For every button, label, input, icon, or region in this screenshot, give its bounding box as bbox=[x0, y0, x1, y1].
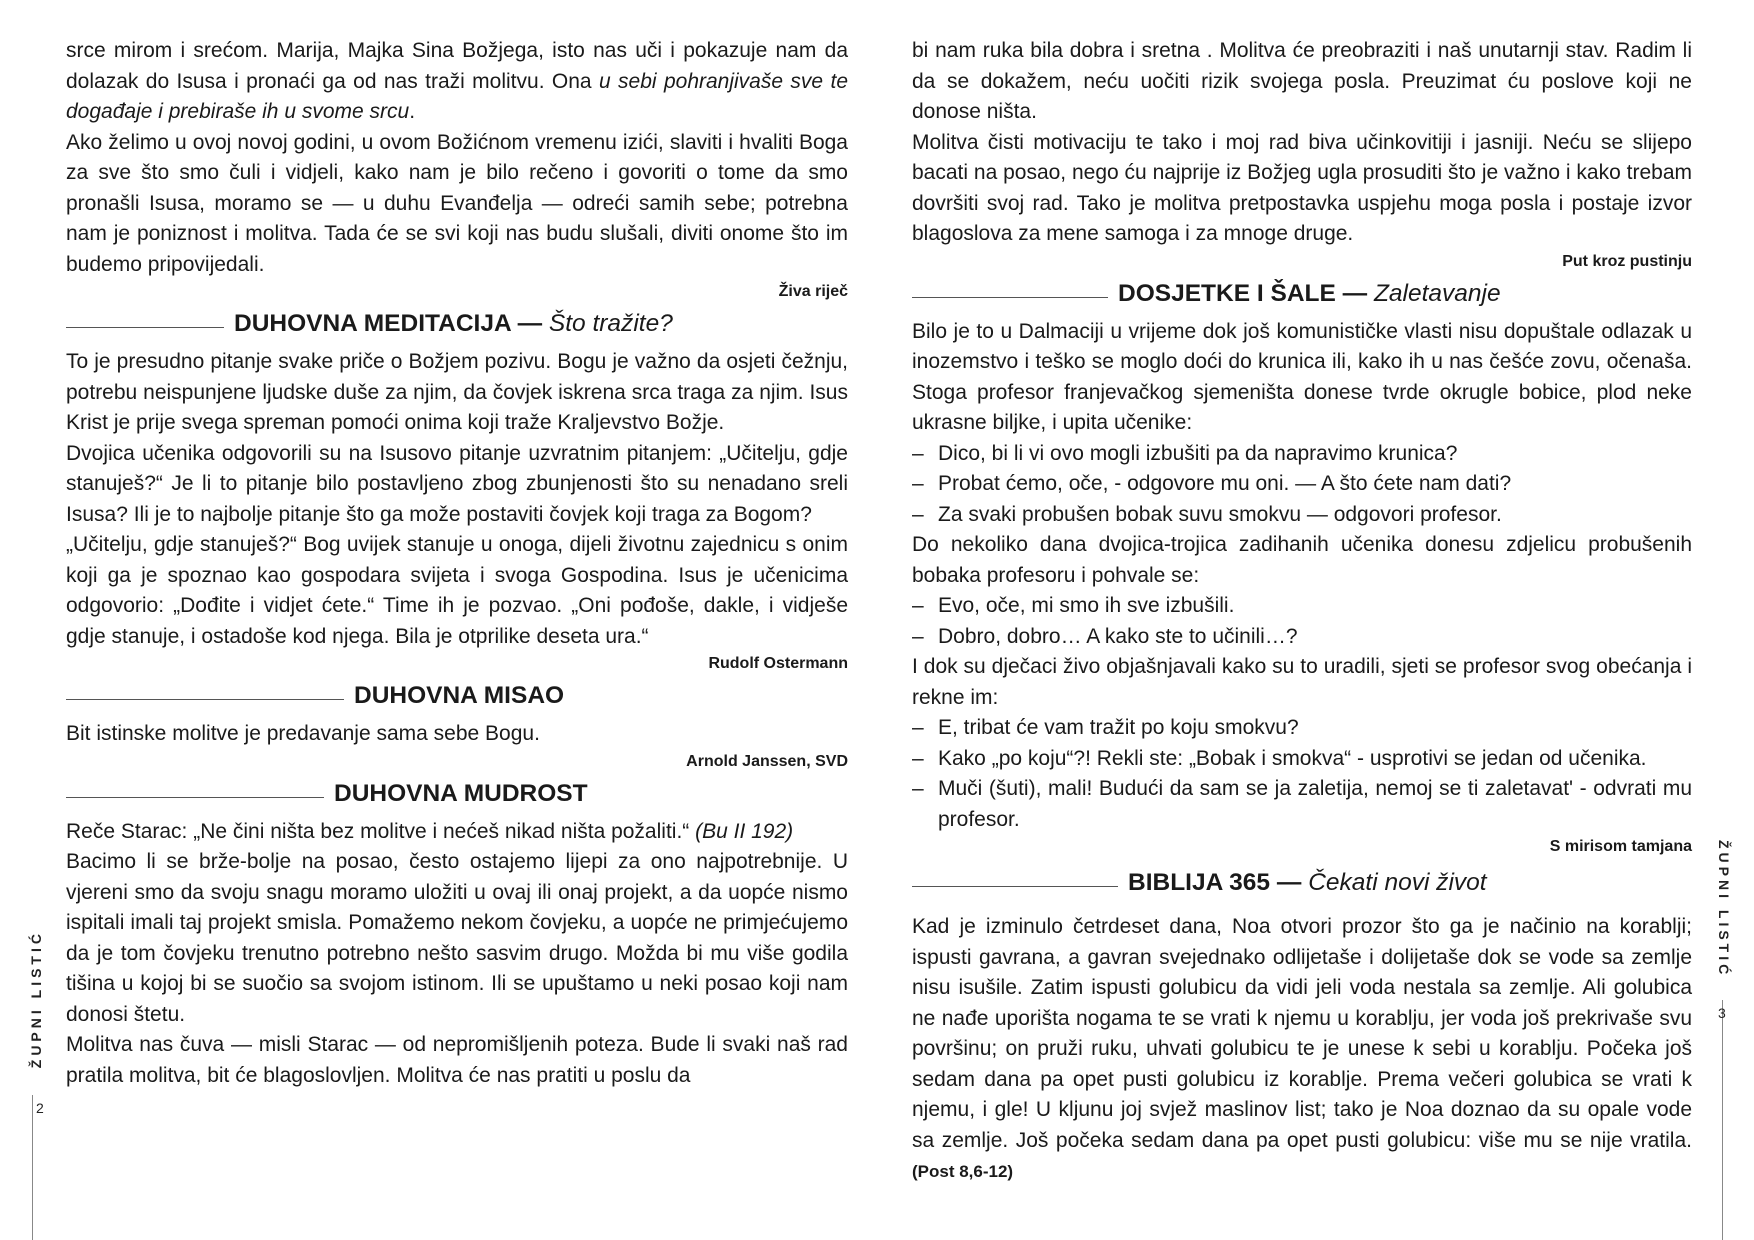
heading-rule bbox=[66, 797, 324, 798]
dialogue-line: – Muči (šuti), mali! Budući da sam se ja zaletija, nemoj se ti zaletavat' - odvrati mu profesor. bbox=[912, 777, 1692, 831]
dialogue-line: – Dico, bi li vi ovo mogli izbušiti pa da napravimo krunica? bbox=[912, 441, 1458, 465]
dialogue-line: – E, tribat će vam tražit po koju smokvu? bbox=[912, 716, 1299, 739]
meditacija-paragraph-1: To je presudno pitanje svake priče o Božjem pozivu. Bogu je važno da osjeti čežnju, potrebu neispunjene ljudske duše za njim, da čovjek iskrena srca traga za njim. Isus Krist je prije svega spreman pomoći onima koji traže Kraljevstvo Božje. bbox=[66, 350, 848, 434]
section-heading-mudrost bbox=[66, 777, 848, 811]
misao-source: Arnold Janssen, SVD bbox=[686, 752, 848, 770]
dosjetke-paragraph-1: Bilo je to u Dalmaciji u vrijeme dok još komunističke vlasti nisu dopuštale odlazak u inozemstvo i teško se moglo doći do krunica ili, kako ih u nas češće zovu, očenaša. Stoga profesor franjevačkog sjemeništa donese tvrde okrugle bobice, plod neke ukrasne biljke, i upita učenike: bbox=[912, 319, 1692, 434]
meditacija-paragraph-2: Dvojica učenika odgovorili su na Isusovo pitanje uzvratnim pitanjem: „Učitelju, gdje stanuješ?“ Je li to pitanje bilo postavljeno zbog zbunjenosti što su nenadano sreli Isusa? Ili je to najbolje pitanje što ga može postaviti čovjek koji traga za Bogom? bbox=[66, 441, 848, 526]
meditacija-source: Rudolf Ostermann bbox=[708, 655, 848, 672]
heading-rule bbox=[912, 297, 1108, 298]
biblija-paragraph: Kad je izminulo četrdeset dana, Noa otvori prozor što ga je načinio na korablji; ispusti gavrana, a gavran svejednako odlijetaše i dolijetaše dok se vode sa zemlje nisu isušile. Zatim ispusti golubicu da vidi jeli voda nestala sa zemlje. Ali golubica ne nađe uporišta nogama te se vrati k njemu u korablju, jer voda još prekrivaše svu površinu; on pruži ruku, uhvati golubicu te je unese k sebi u korablju. Počeka još sedam dana pa opet pusti golubicu iz korablje. Prema večeri golubica se vrati k njemu, i gle! U kljunu joj svjež maslinov list; tako je Noa doznao da su opale vode sa zemlje. Još počeka sedam dana pa opet pusti golubicu: više mu se nije vratila. (Post 8,6-12) bbox=[912, 915, 1692, 1181]
heading-rule bbox=[66, 699, 344, 700]
continued-paragraph-2: Molitva čisti motivaciju te tako i moj rad biva učinkovitiji i jasniji. Neću se slijepo bacati na posao, nego ću najprije iz Božjeg ugla prosuditi što je važno i kako trebam dovršiti svoj rad. Tako je molitva pretpostavka uspjehu moga posla i postaje izvor blagoslova za mene samoga i za mnoge druge. bbox=[912, 130, 1692, 245]
newsletter-label-left: ŽUPNI LISTIĆ bbox=[28, 930, 44, 1069]
dosjetke-paragraph-3: I dok su dječaci živo objašnjavali kako su to uradili, sjeti se profesor svog obećanja i rekne im: bbox=[912, 655, 1692, 709]
right-column bbox=[912, 36, 1692, 1188]
biblija-title: BIBLIJA 365 — Čekati novi život bbox=[1128, 869, 1487, 896]
mudrost-paragraph-2: Bacimo li se brže-bolje na posao, često ostajemo lijepi za ono najpotrebnije. U vjereni smo da svoju snagu moramo uložiti u ovaj ili onaj projekt, a da uopće nismo ispitali imali taj projekt smisla. Pomažemo nekom čovjeku, a uopće ne primjećujemo da je tom čovjeku trenutno potrebno nešto sasvim drugo. Možda bi mu više godila tišina u kojoj bi se suočio sa svojom istinom. Ili se upuštamo u neki posao koji nam donosi štetu. bbox=[66, 850, 848, 1026]
meditacija-title: DUHOVNA MEDITACIJA — Što tražite? bbox=[234, 310, 673, 337]
sidebar-divider-right bbox=[1722, 1000, 1723, 1240]
heading-rule bbox=[912, 886, 1118, 887]
intro-paragraph-1: srce mirom i srećom. Marija, Majka Sina Božjega, isto nas uči i pokazuje nam da dolazak do Isusa i pronaći ga od nas traži molitvu. Ona u sebi pohranjivaše sve te događaje i prebiraše ih u svome srcu. bbox=[66, 39, 848, 123]
left-column bbox=[66, 36, 848, 1091]
misao-title: DUHOVNA MISAO bbox=[354, 682, 565, 709]
section-heading-biblija bbox=[912, 866, 1692, 900]
dialogue-line: – Evo, oče, mi smo ih sve izbušili. bbox=[912, 594, 1235, 617]
section-heading-misao bbox=[66, 679, 848, 713]
continued-paragraph-1: bi nam ruka bila dobra i sretna . Molitva će preobraziti i naš unutarnji stav. Radim li da se dokažem, neću uočiti rizik svojega posla. Preuzimat ću poslove koji ne donose ništa. bbox=[912, 39, 1692, 123]
misao-paragraph: Bit istinske molitve je predavanje sama sebe Bogu. bbox=[66, 722, 540, 745]
section-heading-meditacija bbox=[66, 307, 848, 341]
mudrost-title: DUHOVNA MUDROST bbox=[334, 779, 588, 807]
dialogue-line: – Probat ćemo, oče, - odgovore mu oni. — A što ćete nam dati? bbox=[912, 472, 1512, 495]
dosjetke-paragraph-2: Do nekoliko dana dvojica-trojica zadihanih učenika donesu zdjelicu probušenih bobaka profesoru i pohvale se: bbox=[912, 533, 1692, 587]
newsletter-label-right: ŽUPNI LISTIĆ bbox=[1716, 840, 1732, 979]
dialogue-line: – Dobro, dobro… A kako ste to učinili…? bbox=[912, 624, 1298, 648]
dialogue-line: – Za svaki probušen bobak suvu smokvu — odgovori profesor. bbox=[912, 502, 1502, 526]
page-number-left: 2 bbox=[36, 1100, 44, 1116]
dialogue-line: – Kako „po koju“?! Rekli ste: „Bobak i smokva“ - usprotivi se jedan od učenika. bbox=[912, 746, 1647, 770]
heading-rule bbox=[66, 327, 224, 328]
continued-source: Put kroz pustinju bbox=[1562, 252, 1692, 270]
meditacija-paragraph-3: „Učitelju, gdje stanuješ?“ Bog uvijek stanuje u onoga, dijeli životnu zajednicu s onim koji ga je spoznao kao gospodara svijeta i svoga Gospodina. Isus je učenicima odgovorio: „Dođite i vidjet ćete.“ Time ih je pozvao. „Oni pođoše, dakle, i vidješe gdje stanuje, i ostadoše kod njega. Bila je otprilike deseta ura.“ bbox=[66, 533, 848, 648]
page-number-right: 3 bbox=[1718, 1005, 1726, 1021]
mudrost-paragraph-1: Reče Starac: „Ne čini ništa bez molitve i nećeš nikad ništa požaliti.“ (Bu II 192) bbox=[66, 819, 794, 843]
sidebar-divider-left bbox=[32, 1095, 33, 1240]
section-heading-dosjetke bbox=[912, 277, 1692, 311]
dosjetke-source: S mirisom tamjana bbox=[1549, 838, 1692, 855]
intro-paragraph-2: Ako želimo u ovoj novoj godini, u ovom Božićnom vremenu izići, slaviti i hvaliti Boga za sve što smo čuli i vidjeli, kako nam je bilo rečeno i govoriti o tome da smo pronašli Isusa, moramo se — u duhu Evanđelja — odreći samih sebe; potrebna nam je poniznost i molitva. Tada će se svi koji nas budu slušali, diviti onome što im budemo pripovijedali. bbox=[66, 130, 848, 276]
dosjetke-title: DOSJETKE I ŠALE — Zaletavanje bbox=[1118, 279, 1501, 307]
mudrost-paragraph-3: Molitva nas čuva — misli Starac — od nepromišljenih poteza. Bude li svaki naš rad pratila molitva, bit će blagoslovljen. Molitva će nas pratiti u poslu da bbox=[66, 1033, 848, 1087]
intro-source: Živa riječ bbox=[778, 283, 848, 300]
